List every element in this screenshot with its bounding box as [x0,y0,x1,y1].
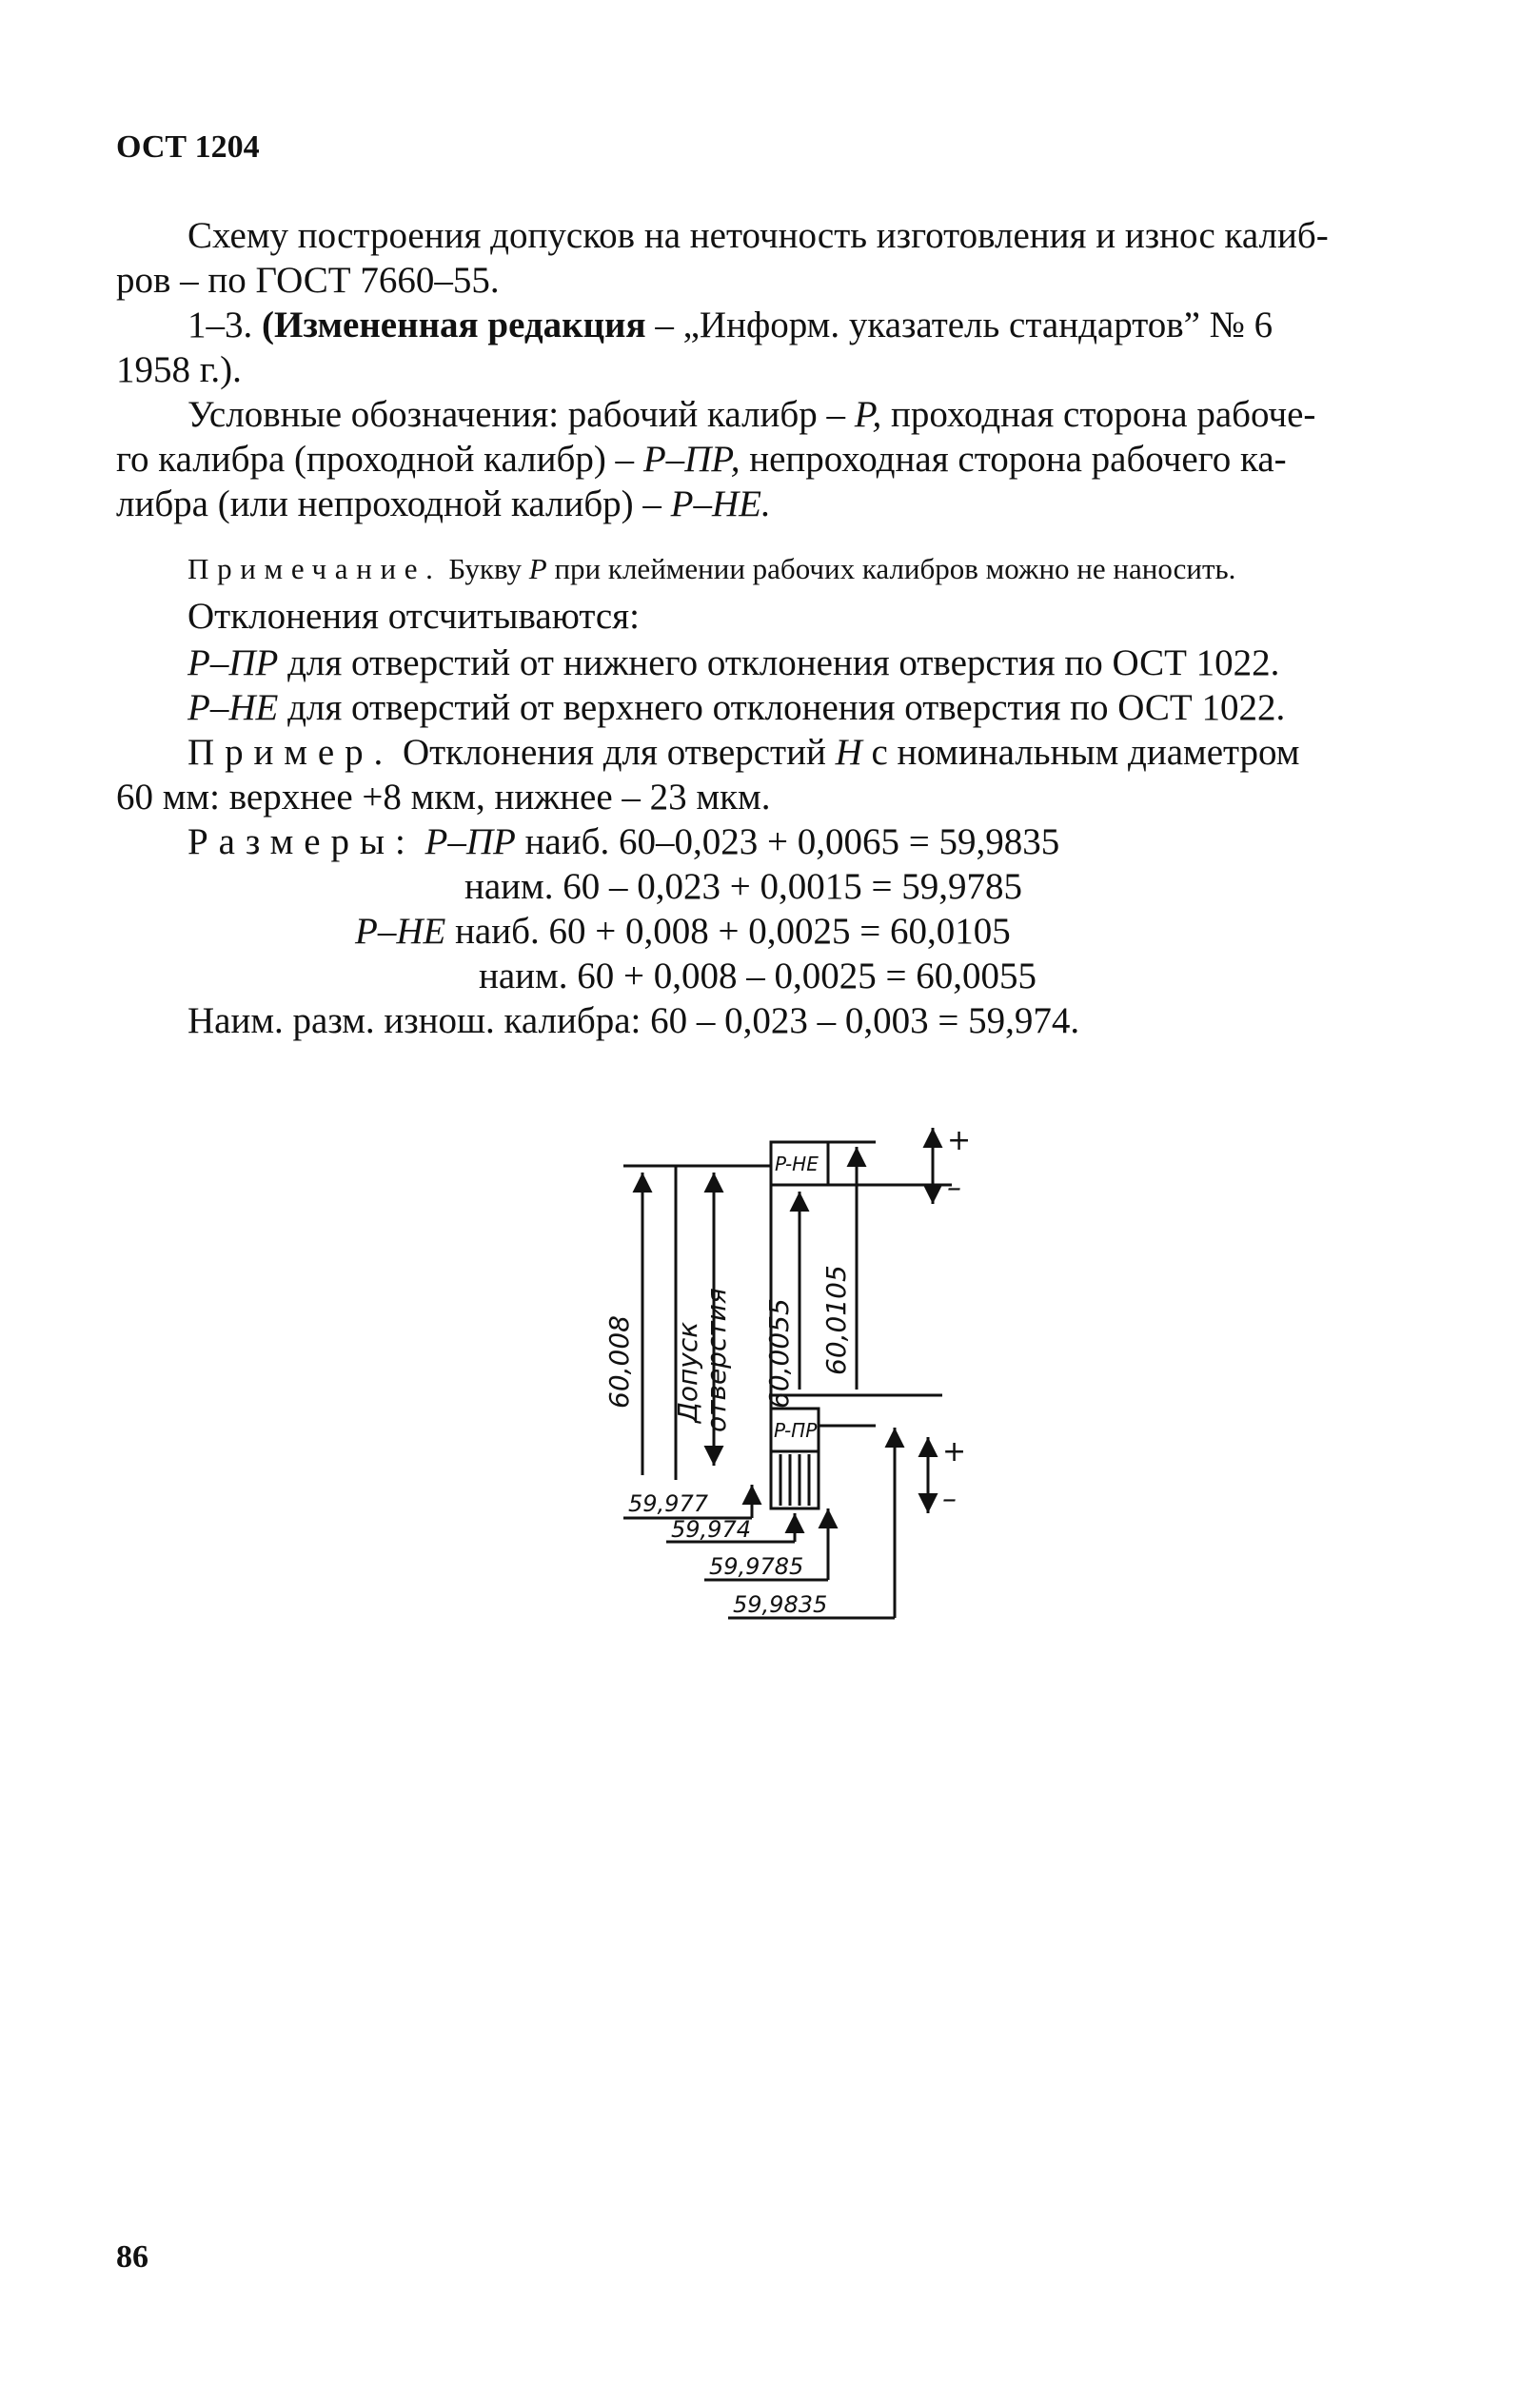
code-pr: P–ПР [424,821,516,862]
note-line [188,554,1235,583]
para3-text: Условные обозначения: рабочий калибр – [188,394,845,435]
document-code: ОСТ 1204 [116,129,260,165]
sizes-worn: Наим. разм. изнош. калибра: 60 – 0,023 – 0,003 = 59,974. [188,1000,1080,1041]
para1-line2: ров – по ГОСТ 7660–55. [116,260,500,301]
pr-hatched-zone [771,1451,819,1508]
label-tolerance-2: отверстия [701,1288,732,1432]
example-code: H [835,732,862,773]
label-599785: 59,9785 [709,1553,804,1580]
para3-line1 [188,396,1315,433]
para3-line2 [116,441,1287,478]
sizes-pr-max [188,823,1059,860]
size-value: наиб. 60 + 0,008 + 0,0025 = 60,0105 [455,911,1011,952]
label-minus-bottom: – [942,1483,957,1516]
sizes-ne-max [355,913,1011,950]
label-599835: 59,9835 [733,1591,828,1618]
code-ne: P–HE [188,687,279,728]
para3-text: непроходная сторона рабочего ка- [749,439,1287,480]
para3-code: P, [854,394,882,435]
size-value: наиб. 60–0,023 + 0,0065 = 59,9835 [524,821,1060,862]
para2-line1 [188,306,1273,344]
para1-line1: Схему построения допусков на неточность изготовления и износ калиб- [188,215,1329,256]
label-tolerance-1: Допуск [672,1321,703,1423]
label-59974: 59,974 [671,1516,751,1543]
para2-number: 1–3. [188,305,253,345]
code-ne: P–HE [355,911,446,952]
deviation-text: для отверстий от нижнего отклонения отверстия по ОСТ 1022. [287,642,1280,683]
para2-line2: 1958 г.). [116,349,242,390]
label-plus-top: + [947,1124,972,1157]
label-plus-bottom: + [942,1435,967,1469]
deviations-ne [188,689,1285,726]
example-text: с номинальным диаметром [871,732,1300,773]
page-number: 86 [116,2239,148,2275]
deviations-pr [188,644,1279,681]
para3-text: проходная сторона рабоче- [891,394,1316,435]
code-pr: P–ПР [188,642,279,683]
para3-line3 [116,485,771,522]
para3-code: P–ПР, [642,439,740,480]
deviation-text: для отверстий от верхнего отклонения отверстия по ОСТ 1022. [287,687,1286,728]
label-600055: 60,0055 [763,1298,795,1409]
sizes-label: Размеры: [188,821,416,862]
note-text: Букву [448,552,523,585]
example-line1 [188,734,1299,771]
sizes-ne-min: наим. 60 + 0,008 – 0,0025 = 60,0055 [479,956,1037,996]
example-line2: 60 мм: верхнее +8 мкм, нижнее – 23 мкм. [116,777,771,818]
note-text: при клеймении рабочих калибров можно не наносить. [554,552,1236,585]
para2-rest: – „Информ. указатель стандартов” № 6 [655,305,1273,345]
para2-bold: (Измененная редакция [262,305,646,345]
sizes-pr-min: наим. 60 – 0,023 + 0,0015 = 59,9785 [464,866,1022,907]
tolerance-diagram [590,1104,1028,1656]
deviations-title: Отклонения отсчитываются: [188,596,640,637]
label-59977: 59,977 [628,1490,708,1517]
para3-text: го калибра (проходной калибр) – [116,439,635,480]
example-label: Пример. [188,732,394,773]
label-minus-top: – [947,1172,961,1205]
label-box-ne: P-HE [775,1153,819,1175]
note-code: P [528,552,547,585]
para3-code: P–HE. [670,483,771,524]
label-box-pr: P-ПР [774,1419,818,1442]
para3-text: либра (или непроходной калибр) – [116,483,661,524]
label-600105: 60,0105 [820,1265,852,1375]
example-text: Отклонения для отверстий [402,732,826,773]
label-60008: 60,008 [603,1315,635,1409]
note-label: Примечание. [188,552,442,585]
